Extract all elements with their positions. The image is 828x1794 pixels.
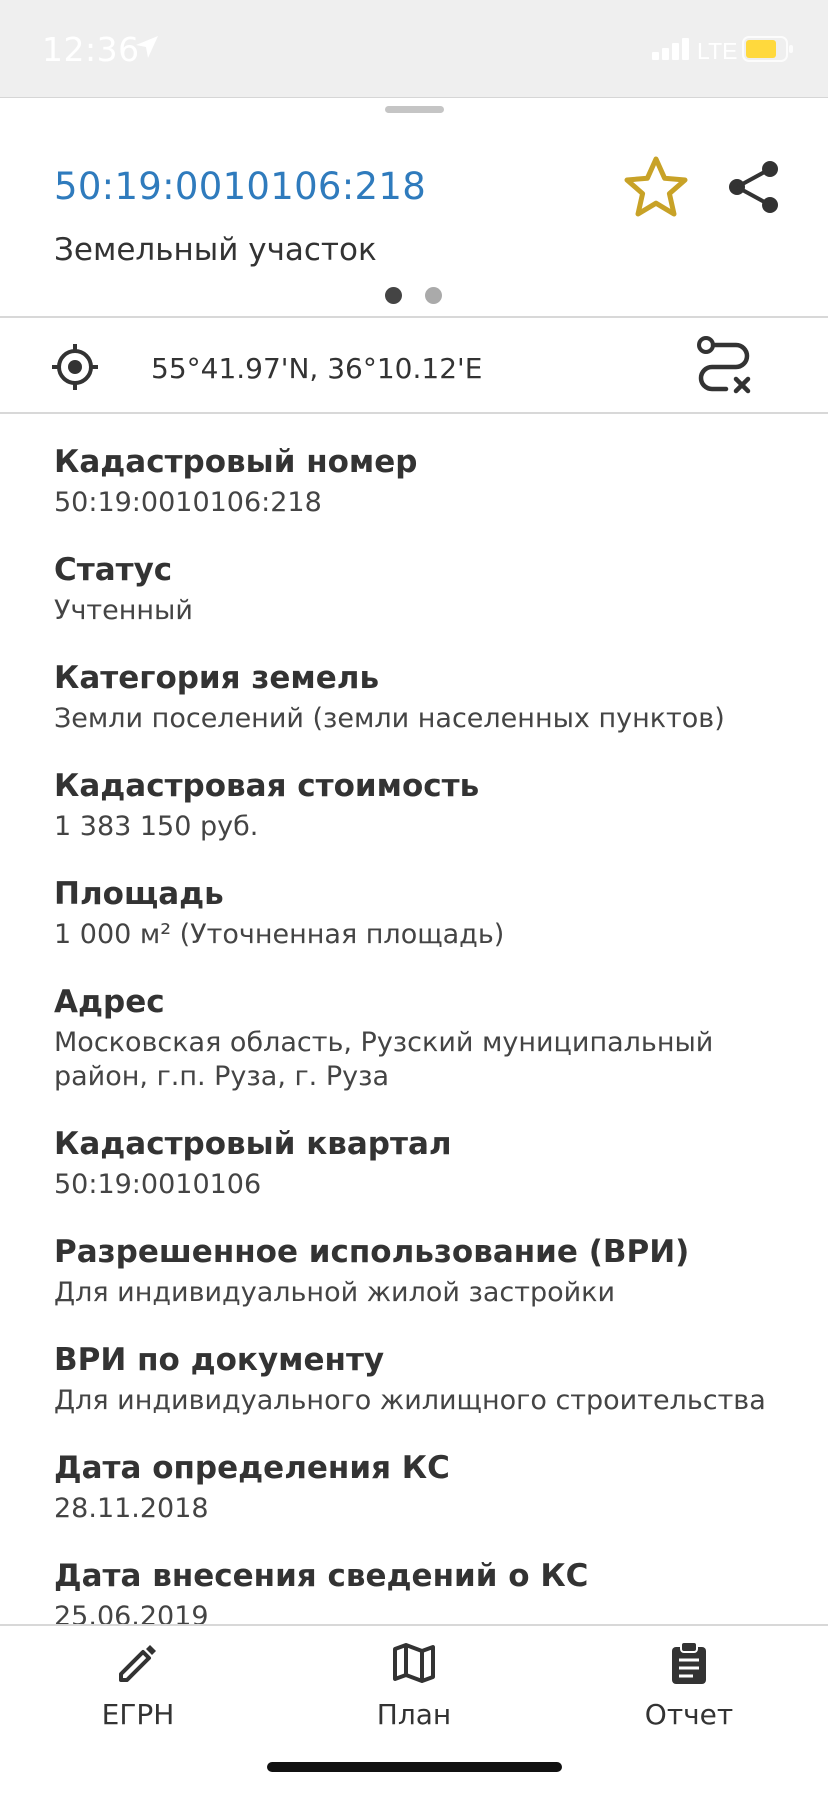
property-cadastral-quarter — [54, 1124, 814, 1202]
status-bar — [0, 0, 828, 98]
location-arrow-icon — [134, 34, 160, 65]
property-value: 1 383 150 руб. — [54, 811, 259, 842]
nav-label: Отчет — [644, 1698, 734, 1731]
property-value: Для индивидуального жилищного строительства — [54, 1385, 766, 1416]
property-permitted-use-document — [54, 1340, 814, 1418]
property-value: Земли поселений (земли населенных пунктов) — [54, 703, 725, 734]
page-dot[interactable] — [425, 287, 442, 304]
property-status — [54, 550, 814, 628]
property-address — [54, 982, 814, 1094]
property-value: Московская область, Рузский муниципальный район, г.п. Руза, г. Руза — [54, 1027, 714, 1092]
property-label: Кадастровая стоимость — [54, 768, 480, 804]
property-cadastral-value — [54, 766, 814, 844]
status-time: 12:36 — [42, 30, 140, 69]
battery-icon — [742, 36, 794, 67]
map-icon — [391, 1640, 437, 1686]
property-label: Дата определения КС — [54, 1450, 450, 1486]
property-label: Площадь — [54, 876, 224, 912]
property-value: Для индивидуальной жилой застройки — [54, 1277, 616, 1308]
coordinates-text[interactable]: 55°41.97'N, 36°10.12'E — [151, 352, 483, 385]
pencil-icon — [115, 1640, 161, 1686]
property-value-date — [54, 1448, 814, 1526]
property-cadastral-number — [54, 442, 814, 520]
favorite-button[interactable] — [622, 155, 690, 219]
share-button[interactable] — [726, 158, 782, 216]
property-label: Кадастровый квартал — [54, 1126, 452, 1162]
property-value: Учтенный — [54, 595, 193, 626]
route-button[interactable] — [696, 335, 754, 395]
property-label: Разрешенное использование (ВРИ) — [54, 1234, 690, 1270]
nav-label: План — [376, 1698, 452, 1731]
property-label: ВРИ по документу — [54, 1342, 385, 1378]
property-value: 28.11.2018 — [54, 1493, 209, 1524]
network-type: LTE — [697, 38, 738, 64]
property-label: Категория земель — [54, 660, 380, 696]
object-type-subtitle: Земельный участок — [54, 232, 377, 268]
property-label: Адрес — [54, 984, 165, 1020]
route-off-icon — [696, 335, 754, 395]
nav-report-button[interactable] — [609, 1640, 769, 1750]
property-value-entry-date — [54, 1556, 814, 1624]
property-permitted-use — [54, 1232, 814, 1310]
property-value: 1 000 м² (Уточненная площадь) — [54, 919, 505, 950]
location-target-icon[interactable] — [50, 342, 100, 392]
property-list-viewport[interactable] — [0, 414, 828, 1624]
nav-egrn-button[interactable] — [58, 1640, 218, 1750]
signal-icon — [652, 38, 692, 65]
property-label: Дата внесения сведений о КС — [54, 1558, 589, 1594]
property-list — [54, 442, 814, 1624]
star-icon — [622, 155, 690, 219]
property-land-category — [54, 658, 814, 736]
share-icon — [726, 158, 782, 216]
page-title[interactable]: 50:19:0010106:218 — [54, 165, 427, 208]
property-value: 50:19:0010106:218 — [54, 487, 322, 518]
drag-handle[interactable] — [385, 106, 444, 113]
property-area — [54, 874, 814, 952]
property-value: 25.06.2019 — [54, 1601, 209, 1624]
property-label: Кадастровый номер — [54, 444, 418, 480]
clipboard-icon — [666, 1640, 712, 1686]
page-dot-active[interactable] — [385, 287, 402, 304]
home-indicator[interactable] — [267, 1762, 562, 1772]
nav-label: ЕГРН — [101, 1698, 175, 1731]
divider — [0, 316, 828, 318]
nav-plan-button[interactable] — [334, 1640, 494, 1750]
property-value: 50:19:0010106 — [54, 1169, 262, 1200]
property-label: Статус — [54, 552, 173, 588]
